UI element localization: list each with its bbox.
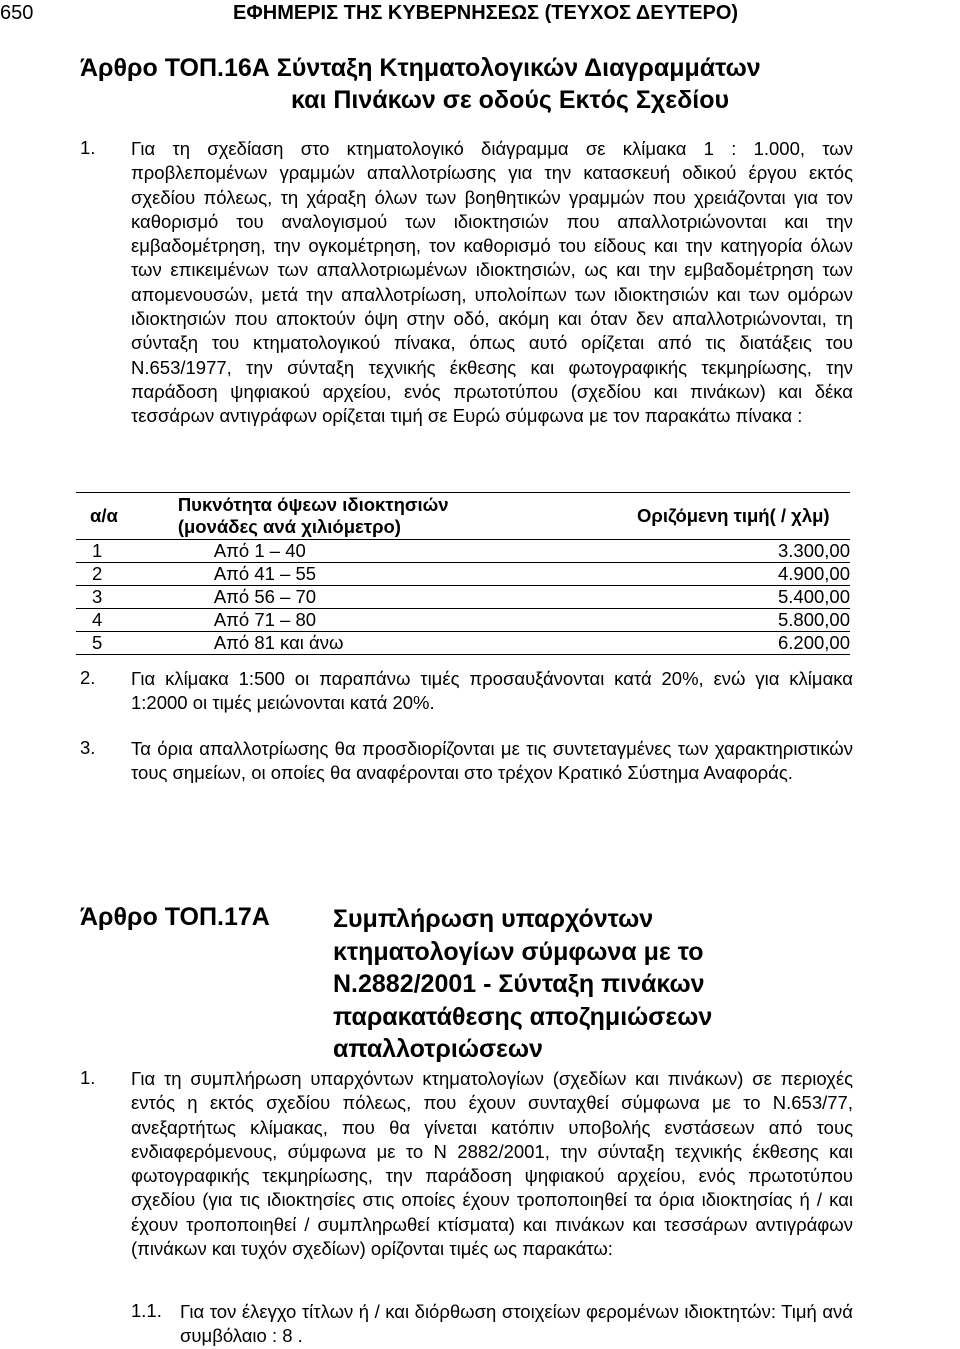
- article-17-title: Συμπλήρωση υπαρχόντων κτηματολογίων σύμφωνα με το Ν.2882/2001 - Σύνταξη πινάκων παρακατάθεσης αποζημιώσεων απαλλοτριώσεων: [333, 905, 713, 1063]
- header-density-line2: (μονάδες ανά χιλιόμετρο): [177, 516, 401, 537]
- row-price: 5.400,00: [613, 586, 850, 609]
- article-16-title-line1: Άρθρο ΤΟΠ.16Α Σύνταξη Κτηματολογικών Διαγραμμάτων: [80, 54, 761, 82]
- row-index: 4: [76, 609, 178, 632]
- table-row: [76, 609, 850, 632]
- article-16-title-line2: και Πινάκων σε οδούς Εκτός Σχεδίου: [291, 86, 730, 114]
- header-density-line1: Πυκνότητα όψεων ιδιοκτησιών: [177, 494, 449, 515]
- row-price: 5.800,00: [613, 609, 850, 632]
- header-density: [178, 493, 613, 540]
- table-row: [76, 586, 850, 609]
- row-index: 2: [76, 563, 178, 586]
- row-range: Από 1 – 40: [178, 540, 613, 563]
- article-16-title: [80, 52, 880, 116]
- row-range: Από 71 – 80: [178, 609, 613, 632]
- paragraph-number: 1.: [80, 1067, 96, 1088]
- article-17-paragraph-1-1-text: Για τον έλεγχο τίτλων ή / και διόρθωση στοιχείων φερομένων ιδιοκτητών: Τιμή ανά συμβόλαιο : 8 .: [180, 1301, 853, 1347]
- paragraph-number: 1.1.: [131, 1300, 162, 1321]
- paragraph-3-text: Τα όρια απαλλοτρίωσης θα προσδιορίζονται με τις συντεταγμένες των χαρακτηριστικών τους σημείων, οι οποίες θα αναφέρονται στο τρέχον Κρατικό Σύστημα Αναφοράς.: [131, 738, 853, 784]
- table-row: [76, 563, 850, 586]
- article-17-label: Άρθρο ΤΟΠ.17Α: [80, 903, 270, 931]
- row-index: 3: [76, 586, 178, 609]
- article-17-paragraph-1-text: Για τη συμπλήρωση υπαρχόντων κτηματολογίων (σχεδίων και πινάκων) σε περιοχές εντός η εκτός σχεδίου πόλεως, που έχουν συνταχθεί σύμφωνα με το Ν.653/77, ανεξαρτήτως κλίμακας, που θα γίνεται κατόπιν υποβολής ενστάσεων από τους ενδιαφερόμενους, σύμφωνα με το Ν 2882/2001, την σύνταξη τεχνικής έκθεσης και φωτογραφικής τεκμηρίωσης, την παράδοση ψηφιακού αρχείου, ενός πρωτοτύπου σχεδίου (για τις ιδιοκτησίες στις οποίες έχουν τροποποιηθεί τα όρια ιδιοκτησίας ή / και έχουν τροποποιηθεί / συμπληρωθεί κτίσματα) και πινάκων και τεσσάρων αντιγράφων (πινάκων και τυχόν σχεδίων) ορίζονται τιμές ως παρακάτω:: [131, 1068, 853, 1260]
- table-header-row: [76, 493, 850, 540]
- paragraph-1-text: Για τη σχεδίαση στο κτηματολογικό διάγραμμα σε κλίμακα 1 : 1.000, των προβλεπομένων γραμμών απαλλοτρίωσης για την κατασκευή οδικού έργου εκτός σχεδίου πόλεως, τη χάραξη όλων των βοηθητικών γραμμών που χρειάζονται για τον καθορισμό του αναλογισμού των ιδιοκτησιών που απαλλοτριώνονται και την εμβαδομέτρηση, την ογκομέτρηση, τον καθορισμό του είδους και την κατηγορία όλων των επικειμένων των απαλλοτριωμένων ιδιοκτησιών, ως και την εμβαδομέτρηση των απομενουσών, μετά την απαλλοτρίωση, υπολοίπων των ιδιοκτησιών και των ομόρων ιδιοκτησιών που αποκτούν όψη στην οδό, ακόμη και όταν δεν απαλλοτριώνονται, τη σύνταξη του κτηματολογικού πίνακα, όπως αυτό ορίζεται από τις διατάξεις του Ν.653/1977, την σύνταξη τεχνικής έκθεσης και φωτογραφικής τεκμηρίωσης, την παράδοση ψηφιακού αρχείου, ενός πρωτοτύπου (σχεδίου και πινάκων) και δέκα τεσσάρων αντιγράφων ορίζεται τιμή σε Ευρώ σύμφωνα με τον παρακάτω πίνακα :: [131, 138, 853, 427]
- row-index: 1: [76, 540, 178, 563]
- table-row: [76, 540, 850, 563]
- row-price: 3.300,00: [613, 540, 850, 563]
- fee-table: [76, 492, 850, 655]
- row-price: 6.200,00: [613, 632, 850, 655]
- row-range: Από 56 – 70: [178, 586, 613, 609]
- row-range: Από 41 – 55: [178, 563, 613, 586]
- row-index: 5: [76, 632, 178, 655]
- paragraph-2-text: Για κλίμακα 1:500 οι παραπάνω τιμές προσαυξάνονται κατά 20%, ενώ για κλίμακα 1:2000 οι τιμές μειώνονται κατά 20%.: [131, 668, 853, 714]
- paragraph-number: 1.: [80, 137, 96, 158]
- paragraph-number: 2.: [80, 667, 96, 688]
- header-price: Οριζόμενη τιμή( / χλμ): [613, 493, 850, 540]
- page-number: 650: [0, 2, 34, 24]
- row-range: Από 81 και άνω: [178, 632, 613, 655]
- gazette-title: ΕΦΗΜΕΡΙΣ ΤΗΣ ΚΥΒΕΡΝΗΣΕΩΣ (ΤΕΥΧΟΣ ΔΕΥΤΕΡΟ): [233, 2, 739, 24]
- header-index: α/α: [76, 493, 178, 540]
- row-price: 4.900,00: [613, 563, 850, 586]
- table-row: [76, 632, 850, 655]
- paragraph-number: 3.: [80, 737, 96, 758]
